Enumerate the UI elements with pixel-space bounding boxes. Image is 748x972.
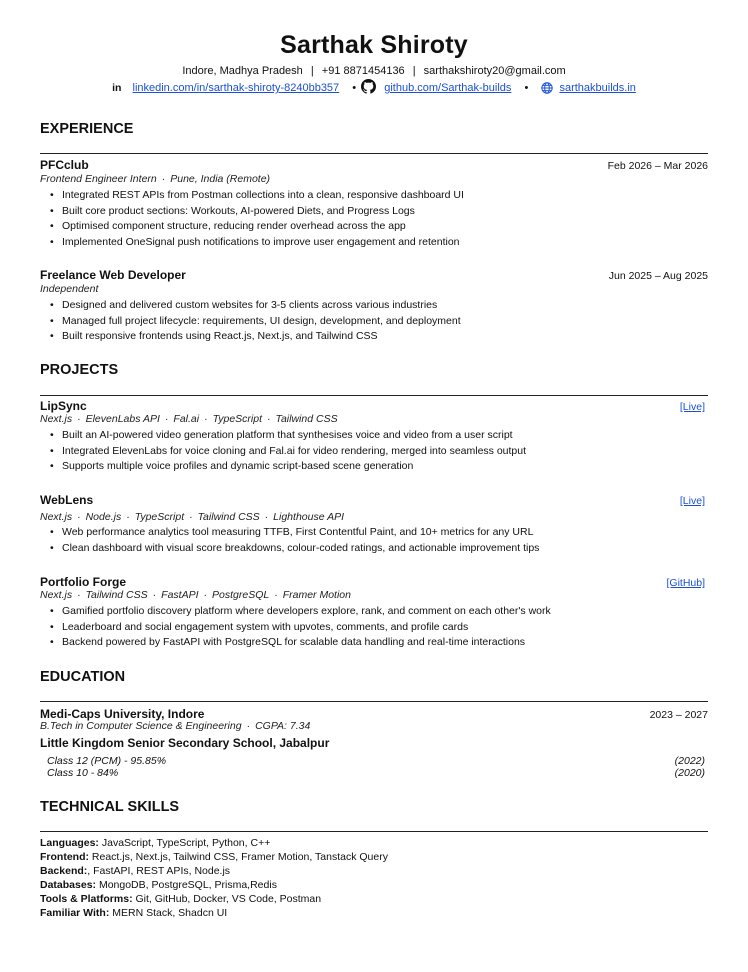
- skill-row-tools: [40, 892, 321, 906]
- project-bullets: [48, 525, 688, 556]
- project-bullets: [48, 604, 688, 651]
- university-name: Medi-Caps University, Indore: [40, 707, 205, 721]
- separator: |: [310, 65, 314, 77]
- separator: •: [352, 82, 357, 94]
- list-item: • Designed and delivered custom websites for 3-5 clients across various industries: [48, 298, 688, 314]
- list-item: • Built core product sections: Workouts, AI-powered Diets, and Progress Logs: [48, 204, 688, 220]
- skill-label: Databases:: [40, 879, 97, 891]
- university-date: 2023 – 2027: [649, 709, 708, 721]
- section-divider: [40, 153, 708, 154]
- job-subtitle: Frontend Engineer Intern · Pune, India (Remote): [40, 173, 271, 185]
- tech-tag: TypeScript: [134, 511, 185, 523]
- project-bullets: [48, 428, 688, 475]
- list-item: • Clean dashboard with visual score breakdowns, colour-coded ratings, and actionable improvement tips: [48, 541, 688, 557]
- skill-value: MERN Stack, Shadcn UI: [112, 907, 228, 919]
- skill-value: Git, GitHub, Docker, VS Code, Postman: [135, 893, 322, 905]
- list-item: • Implemented OneSignal push notifications to improve user engagement and retention: [48, 235, 688, 251]
- skill-label: Backend:: [40, 865, 88, 877]
- skill-label: Familiar With:: [40, 907, 110, 919]
- list-item: • Supports multiple voice profiles and dynamic script-based scene generation: [48, 459, 688, 475]
- list-item: • Backend powered by FastAPI with PostgreSQL for scalable data handling and real-time interactions: [48, 635, 688, 651]
- tech-tag: Fal.ai: [173, 413, 200, 425]
- skill-row-frontend: [40, 850, 388, 864]
- list-item: • Built an AI-powered video generation platform that synthesises voice and video from a user script: [48, 428, 688, 444]
- project-live-link[interactable]: [Live]: [679, 495, 705, 507]
- skill-value: MongoDB, PostgreSQL, Prisma,Redis: [98, 879, 277, 891]
- project-title: LipSync: [40, 399, 87, 413]
- skill-label: Tools & Platforms:: [40, 893, 133, 905]
- skill-value: , FastAPI, REST APIs, Node.js: [87, 865, 231, 877]
- degree-line: B.Tech in Computer Science & Engineering · CGPA: 7.34: [40, 720, 311, 732]
- tech-tag: Framer Motion: [282, 589, 351, 601]
- tech-tag: Tailwind CSS: [85, 589, 148, 601]
- email: sarthakshiroty20@gmail.com: [423, 65, 566, 77]
- project-title: Portfolio Forge: [40, 575, 126, 589]
- list-item: • Integrated REST APIs from Postman collections into a clean, responsive dashboard UI: [48, 188, 688, 204]
- section-divider: [40, 831, 708, 832]
- section-title-education: EDUCATION: [40, 669, 126, 685]
- job-bullets: [48, 188, 688, 250]
- class-10-year: (2020): [674, 767, 705, 779]
- project-live-link[interactable]: [Live]: [679, 401, 705, 413]
- tech-tag: Next.js: [40, 589, 73, 601]
- separator: |: [412, 65, 416, 77]
- candidate-name: Sarthak Shiroty: [280, 31, 468, 59]
- tech-tag: Tailwind CSS: [197, 511, 260, 523]
- project-github-link[interactable]: [GitHub]: [666, 577, 705, 589]
- job-title: PFCclub: [40, 158, 89, 172]
- skill-row-languages: [40, 836, 270, 850]
- list-item: • Integrated ElevenLabs for voice cloning and Fal.ai for video rendering, merged into seamless output: [48, 444, 688, 460]
- linkedin-icon: in: [112, 82, 122, 94]
- skill-value: JavaScript, TypeScript, Python, C++: [101, 837, 271, 849]
- list-item: • Gamified portfolio discovery platform where developers explore, rank, and comment on each other's work: [48, 604, 688, 620]
- tech-tag: Tailwind CSS: [275, 413, 338, 425]
- contact-line: [0, 65, 748, 77]
- tech-tag: FastAPI: [161, 589, 199, 601]
- phone: +91 8871454136: [321, 65, 405, 77]
- project-tech: Next.js · ElevenLabs API · Fal.ai · TypeScript · Tailwind CSS: [40, 413, 338, 425]
- section-title-experience: EXPERIENCE: [40, 121, 134, 137]
- class-12-result: Class 12 (PCM) - 95.85%: [47, 755, 167, 767]
- location: Indore, Madhya Pradesh: [182, 65, 303, 77]
- list-item: • Optimised component structure, reducing render overhead across the app: [48, 219, 688, 235]
- website-link[interactable]: sarthakbuilds.in: [559, 82, 636, 94]
- tech-tag: Next.js: [40, 511, 73, 523]
- job-date: Feb 2026 – Mar 2026: [607, 160, 708, 172]
- class-10-result: Class 10 - 84%: [47, 767, 119, 779]
- globe-icon: [541, 82, 553, 97]
- skill-value: React.js, Next.js, Tailwind CSS, Framer Motion, Tanstack Query: [91, 851, 388, 863]
- section-divider: [40, 701, 708, 702]
- cgpa: CGPA: 7.34: [255, 720, 311, 732]
- skill-row-databases: [40, 878, 277, 892]
- skill-row-familiar: [40, 906, 227, 920]
- job-location: Pune, India (Remote): [170, 173, 271, 185]
- project-tech: Next.js · Tailwind CSS · FastAPI · PostgreSQL · Framer Motion: [40, 589, 351, 601]
- skill-label: Languages:: [40, 837, 99, 849]
- job-title: Freelance Web Developer: [40, 268, 186, 282]
- section-title-skills: TECHNICAL SKILLS: [40, 799, 180, 815]
- school-name: Little Kingdom Senior Secondary School, Jabalpur: [40, 736, 330, 750]
- list-item: • Managed full project lifecycle: requirements, UI design, development, and deployment: [48, 314, 688, 330]
- tech-tag: PostgreSQL: [212, 589, 270, 601]
- skill-label: Frontend:: [40, 851, 89, 863]
- job-subtitle: Independent: [40, 283, 99, 295]
- github-icon: [361, 79, 376, 97]
- tech-tag: Next.js: [40, 413, 73, 425]
- list-item: • Built responsive frontends using React.js, Next.js, and Tailwind CSS: [48, 329, 688, 345]
- tech-tag: TypeScript: [212, 413, 263, 425]
- github-link[interactable]: github.com/Sarthak-builds: [384, 82, 512, 94]
- project-tech: Next.js · Node.js · TypeScript · Tailwind CSS · Lighthouse API: [40, 511, 345, 523]
- tech-tag: Lighthouse API: [273, 511, 345, 523]
- job-date: Jun 2025 – Aug 2025: [608, 270, 708, 282]
- skill-row-backend: [40, 864, 230, 878]
- list-item: • Web performance analytics tool measuring TTFB, First Contentful Paint, and 10+ metrics for any URL: [48, 525, 688, 541]
- linkedin-link[interactable]: linkedin.com/in/sarthak-shiroty-8240bb357: [132, 82, 340, 94]
- class-12-year: (2022): [674, 755, 705, 767]
- section-divider: [40, 395, 708, 396]
- project-title: WebLens: [40, 493, 94, 507]
- links-line: [0, 79, 748, 97]
- section-title-projects: PROJECTS: [40, 362, 119, 378]
- job-role: Frontend Engineer Intern: [40, 173, 157, 185]
- list-item: • Leaderboard and social engagement system with upvotes, comments, and profile cards: [48, 620, 688, 636]
- separator: •: [524, 82, 529, 94]
- job-bullets: [48, 298, 688, 345]
- degree: B.Tech in Computer Science & Engineering: [40, 720, 242, 732]
- tech-tag: Node.js: [85, 511, 122, 523]
- tech-tag: ElevenLabs API: [85, 413, 160, 425]
